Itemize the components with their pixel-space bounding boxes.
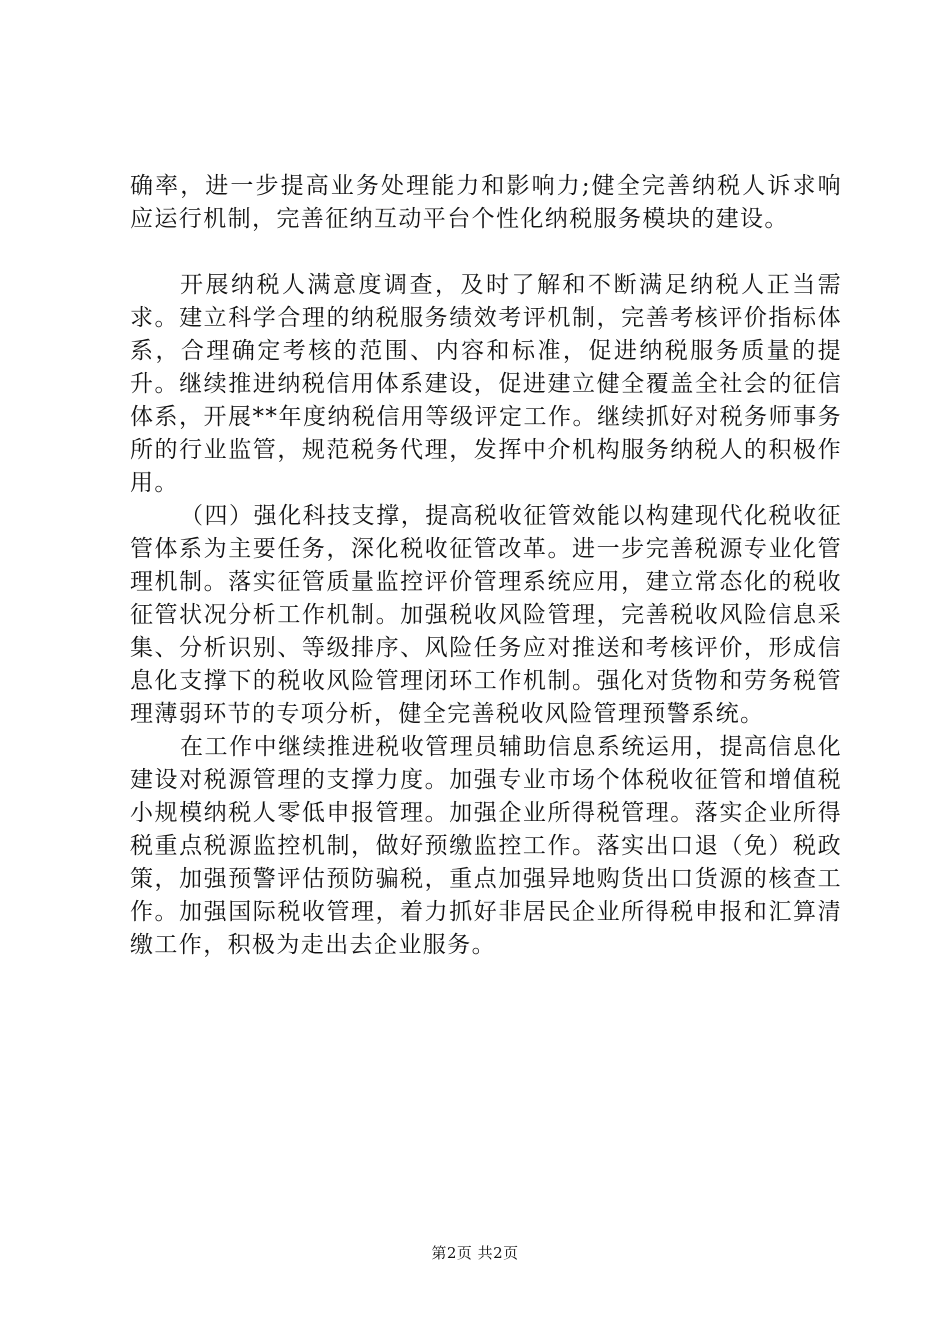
paragraph-continued: 确率，进一步提高业务处理能力和影响力;健全完善纳税人诉求响应运行机制，完善征纳互动平台个性化纳税服务模块的建设。 <box>130 173 842 232</box>
document-body <box>130 170 842 962</box>
page-number-footer: 第2页 共2页 <box>431 1244 519 1262</box>
paragraph-section-four: （四）强化科技支撑，提高税收征管效能以构建现代化税收征管体系为主要任务，深化税收征管改革。进一步完善税源专业化管理机制。落实征管质量监控评价管理系统应用，建立常态化的税收征管状况分析工作机制。加强税收风险管理，完善税收风险信息采集、分析识别、等级排序、风险任务应对推送和考核评价，形成信息化支撑下的税收风险管理闭环工作机制。强化对货物和劳务税管理薄弱环节的专项分析，健全完善税收风险管理预警系统。 <box>130 503 842 727</box>
paragraph-tax-management: 在工作中继续推进税收管理员辅助信息系统运用，提高信息化建设对税源管理的支撑力度。加强专业市场个体税收征管和增值税小规模纳税人零低申报管理。加强企业所得税管理。落实企业所得税重点税源监控机制，做好预缴监控工作。落实出口退（免）税政策，加强预警评估预防骗税，重点加强异地购货出口货源的核查工作。加强国际税收管理，着力抓好非居民企业所得税申报和汇算清缴工作，积极为走出去企业服务。 <box>130 734 842 958</box>
paragraph-taxpayer-satisfaction: 开展纳税人满意度调查，及时了解和不断满足纳税人正当需求。建立科学合理的纳税服务绩效考评机制，完善考核评价指标体系，合理确定考核的范围、内容和标准，促进纳税服务质量的提升。继续推进纳税信用体系建设，促进建立健全覆盖全社会的征信体系，开展**年度纳税信用等级评定工作。继续抓好对税务师事务所的行业监管，规范税务代理，发挥中介机构服务纳税人的积极作用。 <box>130 272 842 496</box>
